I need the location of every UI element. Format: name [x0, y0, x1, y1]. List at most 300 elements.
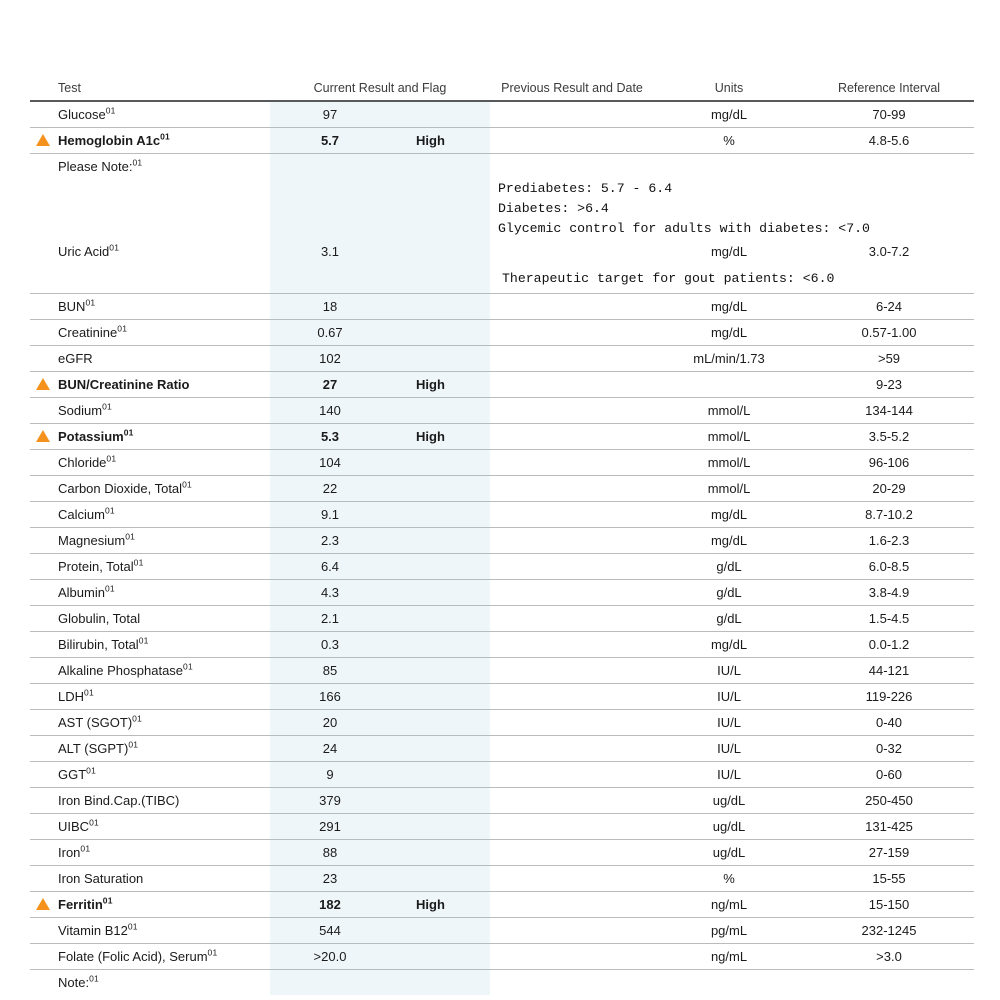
table-row[interactable] [30, 346, 974, 372]
result-cell [270, 179, 390, 239]
test-name: Ferritin [58, 897, 103, 912]
reference-interval-cell [804, 710, 974, 736]
test-name-cell [56, 528, 270, 554]
units-cell [654, 450, 804, 476]
units-value: g/dL [716, 611, 742, 626]
flag-cell [30, 918, 56, 944]
result-flag-cell [390, 372, 490, 398]
units-cell [654, 154, 804, 180]
reference-marker: 01 [80, 843, 91, 854]
reference-marker: 01 [132, 713, 143, 724]
test-name: Calcium [58, 507, 105, 522]
current-result-value: 166 [319, 689, 341, 704]
reference-interval-value: 3.8-4.9 [868, 585, 910, 600]
table-row[interactable] [30, 424, 974, 450]
reference-interval-value: 0.0-1.2 [868, 637, 910, 652]
previous-result-cell [490, 658, 654, 684]
result-flag-cell [390, 606, 490, 632]
reference-interval-value: 0-60 [876, 767, 903, 782]
table-row[interactable] [30, 814, 974, 840]
previous-result-cell [490, 450, 654, 476]
current-result-value: 97 [322, 107, 338, 122]
reference-interval-cell [804, 528, 974, 554]
previous-result-cell [490, 632, 654, 658]
previous-result-cell [490, 154, 654, 180]
reference-marker: 01 [127, 921, 138, 932]
test-name: Magnesium [58, 533, 126, 548]
current-result-cell [270, 918, 390, 944]
reference-interval-cell [804, 736, 974, 762]
reference-marker: 01 [125, 531, 136, 542]
current-result-value: 23 [322, 871, 338, 886]
previous-result-cell [490, 398, 654, 424]
result-flag-cell [390, 528, 490, 554]
current-result-cell [270, 580, 390, 606]
test-name: Hemoglobin A1c [58, 133, 161, 148]
result-flag-cell [390, 128, 490, 154]
current-result-value: 4.3 [320, 585, 340, 600]
result-flag-cell [390, 320, 490, 346]
reference-interval-value: 6-24 [876, 299, 903, 314]
reference-interval-value: 44-121 [868, 663, 910, 678]
reference-interval-cell [804, 554, 974, 580]
flag-cell [30, 264, 56, 294]
reference-interval-cell [804, 840, 974, 866]
reference-interval-cell [804, 606, 974, 632]
test-name: eGFR [58, 351, 93, 366]
current-result-cell [270, 450, 390, 476]
current-result-value: 24 [322, 741, 338, 756]
reference-interval-value: 8.7-10.2 [865, 507, 913, 522]
column-header-reference-interval: Reference Interval [804, 78, 974, 101]
current-result-cell [270, 632, 390, 658]
reference-interval-value: 3.5-5.2 [868, 429, 910, 444]
flag-cell [30, 866, 56, 892]
flag-cell [30, 736, 56, 762]
units-value: mg/dL [710, 244, 748, 259]
units-value: pg/mL [710, 923, 748, 938]
table-row[interactable] [30, 840, 974, 866]
current-result-cell [270, 840, 390, 866]
units-value: ug/dL [712, 793, 746, 808]
reference-marker: 01 [117, 323, 128, 334]
test-name: Folate (Folic Acid), Serum [58, 949, 208, 964]
reference-marker: 01 [128, 739, 139, 750]
flag-cell [30, 372, 56, 398]
current-result-value: 379 [319, 793, 341, 808]
current-result-value: 6.4 [320, 559, 340, 574]
test-name-cell [56, 372, 270, 398]
table-row[interactable] [30, 606, 974, 632]
reference-interval-value: 232-1245 [861, 923, 917, 938]
current-result-cell [270, 684, 390, 710]
abnormal-warning-icon [36, 378, 50, 390]
flag-cell [30, 814, 56, 840]
inline-note-row [30, 264, 974, 294]
reference-interval-cell [804, 294, 974, 320]
current-result-value: 88 [322, 845, 338, 860]
units-cell [654, 892, 804, 918]
test-name-cell [56, 840, 270, 866]
previous-result-cell [490, 528, 654, 554]
test-name: UIBC [58, 819, 90, 834]
table-row[interactable] [30, 128, 974, 154]
current-result-cell [270, 606, 390, 632]
current-result-value: 0.3 [320, 637, 340, 652]
flag-cell [30, 944, 56, 970]
result-flag-label: High [416, 429, 445, 444]
flag-cell [30, 684, 56, 710]
result-flag-cell [390, 632, 490, 658]
reference-interval-value: 0-40 [876, 715, 903, 730]
result-flag-cell [390, 788, 490, 814]
current-result-value: 9 [326, 767, 334, 782]
previous-result-cell [490, 970, 654, 996]
table-row[interactable] [30, 528, 974, 554]
table-row[interactable] [30, 944, 974, 970]
test-name-cell [56, 762, 270, 788]
flag-cell [30, 502, 56, 528]
test-name-cell [56, 684, 270, 710]
reference-interval-cell [804, 128, 974, 154]
current-result-cell [270, 710, 390, 736]
units-cell [654, 684, 804, 710]
table-row[interactable] [30, 450, 974, 476]
units-value: ng/mL [710, 949, 748, 964]
previous-result-cell [490, 580, 654, 606]
test-name-cell [56, 294, 270, 320]
test-name-cell [56, 476, 270, 502]
current-result-value: 18 [322, 299, 338, 314]
units-cell [654, 346, 804, 372]
previous-result-cell [490, 554, 654, 580]
test-name-cell [56, 128, 270, 154]
test-name: Iron Saturation [58, 871, 144, 886]
note-line: Glycemic control for adults with diabetes: <7.0 [498, 221, 870, 236]
current-result-value: 102 [319, 351, 341, 366]
table-row[interactable] [30, 970, 974, 996]
current-result-cell [270, 866, 390, 892]
flag-cell [30, 476, 56, 502]
current-result-value: 104 [319, 455, 341, 470]
units-value: mg/dL [710, 299, 748, 314]
table-row[interactable] [30, 866, 974, 892]
reference-interval-cell [804, 788, 974, 814]
result-flag-cell [390, 866, 490, 892]
inline-note-text: Therapeutic target for gout patients: <6.0 [502, 271, 835, 286]
units-cell [654, 320, 804, 346]
current-result-value: 291 [319, 819, 341, 834]
column-header-units: Units [654, 78, 804, 101]
reference-interval-cell [804, 372, 974, 398]
test-name: Glucose [58, 107, 106, 122]
table-row[interactable] [30, 239, 974, 264]
flag-cell [30, 346, 56, 372]
result-flag-cell [390, 502, 490, 528]
units-value: IU/L [717, 663, 741, 678]
test-name-cell [56, 398, 270, 424]
units-value: mmol/L [707, 455, 751, 470]
flag-cell [30, 970, 56, 996]
result-flag-label: High [416, 133, 445, 148]
result-flag-cell [390, 684, 490, 710]
test-name-cell [56, 658, 270, 684]
table-row[interactable] [30, 154, 974, 180]
current-result-cell [270, 154, 390, 180]
units-value: mmol/L [707, 429, 751, 444]
units-value: ng/mL [710, 897, 748, 912]
units-value: g/dL [716, 585, 742, 600]
report-clip-window [0, 81, 1000, 990]
flag-cell [30, 294, 56, 320]
note-line: Diabetes: >6.4 [498, 201, 609, 216]
reference-interval-value: 20-29 [872, 481, 906, 496]
current-result-cell [270, 658, 390, 684]
table-row[interactable] [30, 101, 974, 128]
current-result-cell [270, 762, 390, 788]
table-row[interactable] [30, 788, 974, 814]
reference-marker: 01 [89, 817, 99, 828]
note-text-cell [490, 179, 974, 239]
reference-interval-value: 131-425 [865, 819, 913, 834]
units-cell [654, 528, 804, 554]
table-row[interactable] [30, 320, 974, 346]
reference-interval-value: 1.5-4.5 [868, 611, 910, 626]
previous-result-cell [490, 710, 654, 736]
flag-cell [30, 101, 56, 128]
units-cell [654, 424, 804, 450]
flag-cell [30, 892, 56, 918]
reference-marker: 01 [104, 505, 115, 516]
reference-interval-value: 250-450 [865, 793, 913, 808]
units-cell [654, 710, 804, 736]
table-body [30, 101, 974, 995]
reference-interval-cell [804, 424, 974, 450]
test-name: Bilirubin, Total [58, 637, 139, 652]
test-name-cell [56, 710, 270, 736]
current-result-cell [270, 476, 390, 502]
reference-interval-value: >59 [877, 351, 901, 366]
reference-interval-cell [804, 892, 974, 918]
result-flag-cell [390, 892, 490, 918]
reference-marker: 01 [182, 479, 192, 490]
current-result-cell [270, 424, 390, 450]
result-flag-cell [390, 736, 490, 762]
units-cell [654, 606, 804, 632]
flag-cell [30, 450, 56, 476]
report-table-container [0, 78, 1000, 995]
table-row[interactable] [30, 580, 974, 606]
flag-cell [30, 398, 56, 424]
result-flag-cell [390, 840, 490, 866]
previous-result-cell [490, 294, 654, 320]
result-flag-cell [390, 179, 490, 239]
column-header-flag [30, 78, 56, 101]
reference-interval-cell [804, 814, 974, 840]
current-result-value: 3.1 [320, 244, 340, 259]
current-result-cell [270, 892, 390, 918]
table-row[interactable] [30, 502, 974, 528]
table-row[interactable] [30, 710, 974, 736]
previous-result-cell [490, 892, 654, 918]
test-name-cell [56, 814, 270, 840]
test-name: Iron Bind.Cap.(TIBC) [58, 793, 180, 808]
units-value: mg/dL [710, 325, 748, 340]
reference-interval-value: 15-150 [868, 897, 910, 912]
previous-result-cell [490, 736, 654, 762]
result-flag-cell [390, 294, 490, 320]
current-result-cell [270, 346, 390, 372]
current-result-cell [270, 101, 390, 128]
units-value: g/dL [716, 559, 742, 574]
reference-marker: 01 [86, 765, 97, 776]
test-name: Please Note: [58, 159, 133, 174]
test-name-cell [56, 918, 270, 944]
previous-result-cell [490, 684, 654, 710]
result-flag-cell [390, 710, 490, 736]
test-name: GGT [58, 767, 87, 782]
reference-interval-cell [804, 239, 974, 264]
reference-interval-cell [804, 762, 974, 788]
units-value: IU/L [717, 715, 741, 730]
test-name: ALT (SGPT) [58, 741, 129, 756]
flag-cell [30, 632, 56, 658]
table-row[interactable] [30, 892, 974, 918]
result-flag-cell [390, 658, 490, 684]
previous-result-cell [490, 476, 654, 502]
previous-result-cell [490, 101, 654, 128]
current-result-cell [270, 320, 390, 346]
flag-cell [30, 239, 56, 264]
previous-result-cell [490, 346, 654, 372]
flag-cell [30, 762, 56, 788]
table-row[interactable] [30, 658, 974, 684]
previous-result-cell [490, 944, 654, 970]
column-header-current-result: Current Result and Flag [270, 78, 490, 101]
reference-marker: 01 [89, 973, 99, 984]
units-cell [654, 476, 804, 502]
flag-cell [30, 320, 56, 346]
test-name-cell [56, 632, 270, 658]
reference-marker: 01 [105, 105, 116, 116]
previous-result-cell [490, 918, 654, 944]
current-result-value: 27 [322, 377, 338, 392]
reference-interval-value: >3.0 [876, 949, 902, 964]
reference-interval-value: 0.57-1.00 [861, 325, 917, 340]
reference-marker: 01 [160, 131, 170, 142]
table-row[interactable] [30, 918, 974, 944]
table-row[interactable] [30, 294, 974, 320]
current-result-value: 9.1 [320, 507, 340, 522]
units-value: mg/dL [710, 533, 748, 548]
column-header-test: Test [56, 78, 270, 101]
test-name-cell [56, 736, 270, 762]
previous-result-cell [490, 762, 654, 788]
test-name-cell [56, 554, 270, 580]
reference-interval-value: 3.0-7.2 [868, 244, 910, 259]
units-cell [654, 554, 804, 580]
reference-marker: 01 [109, 242, 120, 253]
result-flag-cell [390, 398, 490, 424]
current-result-cell [270, 502, 390, 528]
reference-marker: 01 [106, 453, 117, 464]
table-row[interactable] [30, 762, 974, 788]
test-name-cell [56, 944, 270, 970]
reference-marker: 01 [123, 427, 134, 438]
units-value: ug/dL [712, 845, 746, 860]
reference-interval-cell [804, 101, 974, 128]
abnormal-warning-icon [36, 898, 50, 910]
previous-result-cell [490, 372, 654, 398]
test-name: BUN [58, 299, 86, 314]
result-flag-cell [390, 101, 490, 128]
test-name: Creatinine [58, 325, 118, 340]
table-row[interactable] [30, 372, 974, 398]
current-result-value: 182 [319, 897, 341, 912]
table-row[interactable] [30, 398, 974, 424]
reference-interval-value: 134-144 [865, 403, 913, 418]
current-result-value: 2.1 [320, 611, 340, 626]
test-name: Note: [58, 975, 90, 990]
test-name: Potassium [58, 429, 124, 444]
current-result-cell [270, 372, 390, 398]
table-row[interactable] [30, 476, 974, 502]
test-name: Alkaline Phosphatase [58, 663, 184, 678]
test-name: Chloride [58, 455, 107, 470]
flag-cell [30, 580, 56, 606]
test-name: Carbon Dioxide, Total [58, 481, 183, 496]
reference-interval-cell [804, 918, 974, 944]
table-row[interactable] [30, 684, 974, 710]
current-result-value: 0.67 [317, 325, 343, 340]
units-value: mg/dL [710, 637, 748, 652]
flag-cell [30, 179, 56, 239]
flag-cell [30, 528, 56, 554]
table-row[interactable] [30, 736, 974, 762]
result-flag-cell [390, 554, 490, 580]
flag-cell [30, 606, 56, 632]
units-value: IU/L [717, 767, 741, 782]
table-row[interactable] [30, 554, 974, 580]
reference-marker: 01 [138, 635, 149, 646]
test-name-cell [56, 866, 270, 892]
current-result-cell [270, 788, 390, 814]
table-row[interactable] [30, 632, 974, 658]
reference-interval-value: 70-99 [872, 107, 906, 122]
reference-interval-value: 6.0-8.5 [868, 559, 910, 574]
units-cell [654, 944, 804, 970]
test-name-cell [56, 346, 270, 372]
reference-interval-cell [804, 632, 974, 658]
current-result-value: 544 [319, 923, 341, 938]
result-flag-cell [390, 346, 490, 372]
units-value: % [723, 871, 735, 886]
units-cell [654, 239, 804, 264]
units-cell [654, 580, 804, 606]
previous-result-cell [490, 424, 654, 450]
result-flag-cell [390, 944, 490, 970]
previous-result-cell [490, 128, 654, 154]
result-flag-cell [390, 580, 490, 606]
result-flag-cell [390, 814, 490, 840]
reference-marker: 01 [133, 557, 144, 568]
flag-cell [30, 424, 56, 450]
current-result-cell [270, 128, 390, 154]
previous-result-cell [490, 814, 654, 840]
test-cell [56, 264, 270, 294]
test-name: Iron [58, 845, 81, 860]
current-result-cell [270, 944, 390, 970]
